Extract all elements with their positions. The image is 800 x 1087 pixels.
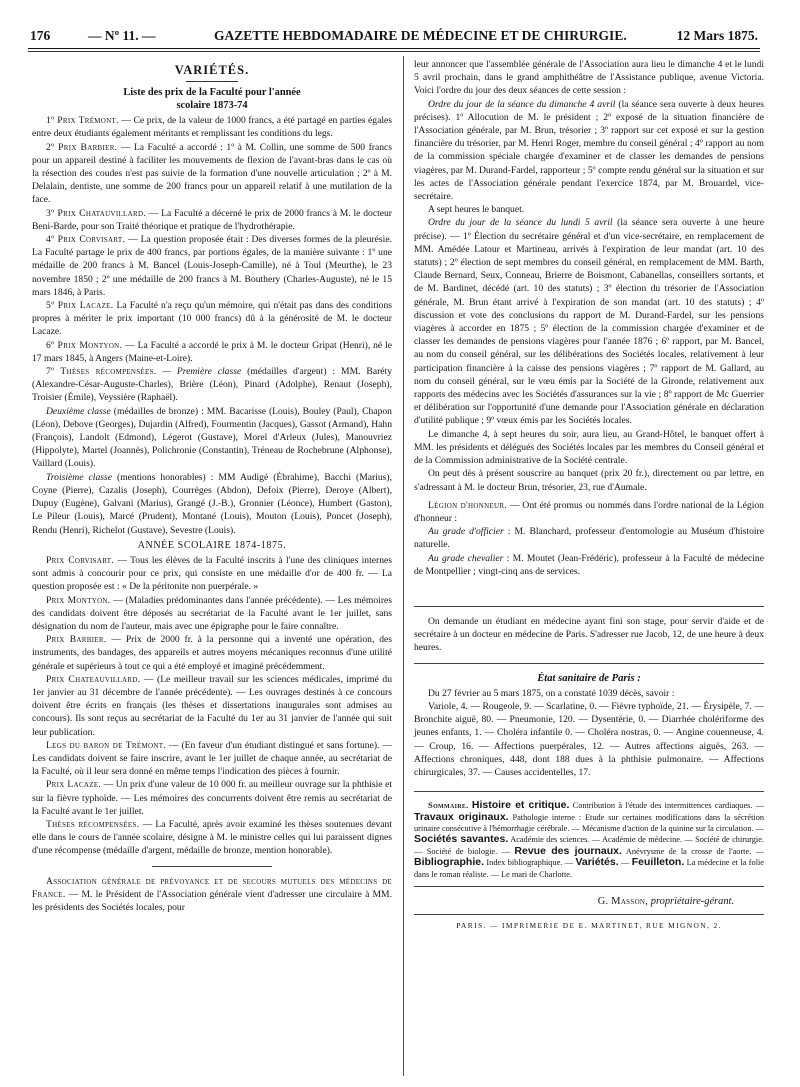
list-title-line2: scolaire 1873-74 — [176, 100, 248, 112]
second-class-text: (médailles de bronze) : MM. Bacarisse (Louis), Bouley (Paul), Chapon (Léon), Debove (Georges), Dujardin (Alfred), Fourmentin (Jacques), Gassot (Armand), Hahn (François), Landolt (Edmond), Légerot (Gustave), Morel d'Arleux (Jules), Manouvriez (Hippolyte), Martel (Joannès), Polichronie (Constantin), Tréneau de Rochebrune (Alphonse), Vaillard (Louis). — [32, 405, 392, 470]
prize-label: 2º Prix Barbier. — [46, 141, 118, 153]
order-day2-text: (la séance sera ouverte à une heure précise). — 1º Élection du secrétaire général et d'un vice-secrétaire, en remplacement de MM. Amédée Latour et Martineau, arrivés à l'expiration de leur mandat (art. 10 des statuts) ; 2º élection de sept membres du conseil général, en remplacement de MM. Barth, Claude Bernard, Seux, Conneau, Brierre de Boismont, Cabanellas, conseillers sortants, et de M. Bardinet, décédé (art. 10 des statuts) ; 3º élection du trésorier de l'Association générale, M. Brun étant arrivé à l'expiration de son mandat (art. 10 des statuts) ; 4º discussion et vote des conclusions du rapport de M. Durand-Fardel, sur les pensions viagères à accorder en 1875 ; 5º élection de la commission chargée d'examiner et de classer les demandes de pensions viagères pour l'année 1876 ; 6º rapport, par M. Bancel, au nom du conseil général, sur les délibérations des Sociétés locales, relativement à leur participation financière à la caisse des pensions viagères ; 7º rapport de M. Gallard, au nom du conseil général, sur le vœu émis par la Société de la Gironde, relativement aux rapports des médecins avec les Sociétés d'assurances sur la vie ; 8º rapport de Mc Guerrier et délibération sur l'opportunité d'une demande pour l'Association générale en déclaration d'utilité publique ; 9º vœux émis par les Sociétés locales. — [414, 217, 764, 427]
third-class-label: Troisième classe — [46, 471, 112, 483]
prize-paragraph — [32, 673, 392, 739]
left-column — [32, 58, 392, 914]
prize-text: — Ce prix, de la valeur de 1000 francs, a été partagé en parties égales entre deux étudiants également méritants et remplissant les conditions du legs. — [32, 115, 392, 140]
prize-label: 1º Prix Trémont. — [46, 115, 119, 127]
chevalier-label: Au grade chevalier — [428, 552, 504, 564]
sommaire-label: Sommaire. — [428, 800, 469, 811]
prize-text: — Prix de 2000 fr. à la personne qui a inventé une opération, des instruments, des bandages, des appareils et autres moyens mécaniques reconnus d'une utilité générale et supérieurs à tout ce qui a été employé et imaginé précédemment. — [32, 634, 392, 672]
prize-paragraph — [32, 233, 392, 299]
legion-label: Légion d'honneur. — [428, 499, 508, 511]
prize-paragraph — [32, 739, 392, 779]
column-divider — [403, 56, 404, 1076]
officier-text: : M. Blanchard, professeur d'entomologie au Muséum d'histoire naturelle. — [414, 526, 764, 551]
sommaire-text: La médecine et la folie dans le roman réaliste. — Le mari de Charlotte. — [414, 858, 764, 879]
prize-text: — (Maladies prédominantes dans l'année précédente). — Les mémoires des candidats doivent être déposés au secrétariat de la Faculté avant le 1er juillet, sans désignation du nom de l'auteur, mais avec une épigraphe pour le faire connaître. — [32, 594, 393, 632]
prize-text: — (Le meilleur travail sur les sciences médicales, imprimé du 1er janvier au 31 décembre de l'année précédente). — Les ouvrages destinés à ce concours doivent être écrits en français (les thèses et dissertations inaugurales sont admises au concours). Ils sont reçus au secrétariat de la Faculté du 1er au 31 janvier de l'année qui suit leur publication. — [32, 673, 392, 738]
prize-paragraph — [32, 339, 392, 365]
etat-sanitaire-title: État sanitaire de Paris : — [537, 672, 641, 684]
prize-text: — La Faculté a accordé : 1º à M. Collin, une somme de 500 francs pour un appareil destiné à faciliter les mouvements de flexion de l'avant-bras dans le cas où la résection des coudes n'est pas suivie de la formation d'une nouvelle articulation ; 2º à M. Delalain, dentiste, une somme de 200 francs pour un appareil relatif à une mutilation de la face. — [32, 141, 392, 206]
sommaire-heading: Variétés. — [575, 856, 619, 869]
prize-label: Prix Montyon. — [46, 594, 111, 606]
section-separator — [414, 886, 764, 887]
sommaire-heading: Revue des journaux. — [514, 844, 622, 857]
year-title: ANNÉE SCOLAIRE 1874-1875. — [137, 539, 287, 551]
prize-label: Prix Lacaze. — [46, 779, 102, 791]
printer-imprint: PARIS. — IMPRIMERIE DE E. MARTINET, RUE MIGNON, 2. — [456, 921, 722, 931]
issue-date: 12 Mars 1875. — [676, 28, 758, 43]
third-class-text: (mentions honorables) : MM Audigé (Ébrahime), Bacchi (Marius), Coyne (Pierre), Cazalis (Joseph), Courrèges (Abdon), Defoix (Pierre), Deroye (Albert), Dupuy (Eugène), Galvani (Marius), Grangé (J.-B.), Gronnier (Léonce), Humbert (Gaston), Le Pileur (Louis), Marcé (Prudent), Montané (Louis), Mouton (Louis), Poncet (Joseph), Rendu (Henri), Richelot (Gustave), Sevestre (Louis). — [32, 471, 392, 536]
etat-intro: Du 27 février au 5 mars 1875, on a constaté 1039 décès, savoir : — [428, 687, 675, 699]
etat-text: Variole, 4. — Rougeole, 9. — Scarlatine, 0. — Fièvre typhoïde, 21. — Érysipèle, 7. — Bronchite aiguë, 80. — Pneumonie, 120. — Dysentérie, 0. — Diarrhée cholériforme des jeunes enfants, 1. — Choléra infantile 0. — Choléra nostras, 0. — Angine couenneuse, 4. — Croup, 16. — Affections puerpérales, 12. — Autres affections aiguës, 263. — Affections chroniques, 448, dont 188 dues à la phthisie pulmonaire. — Affections chirurgicales, 37. — Causes accidentelles, 17. — [414, 700, 764, 778]
prize-label: Prix Chateauvillard. — [46, 673, 141, 685]
order-day1-text: (la séance sera ouverte à deux heures précises). 1º Allocution de M. le président ; 2º exposé de la situation financière de l'Association générale, par M. Brun, trésorier ; 3º rapport sur cet exposé et sur la gestion financière du trésorier, par M. Henri Roger, membre du conseil général ; 4º rapport au nom de la commission spéciale chargée d'examiner et de classer les demandes de pensions viagères, par M. Durand-Fardel, rapporteur ; 5º compte rendu général sur la situation et sur les actes de l'Association générale pendant l'exercice 1874, par M. Brouardel, vice-secrétaire. — [414, 98, 764, 203]
prize-label: 4º Prix Corvisart. — [46, 234, 126, 246]
section-separator — [414, 914, 764, 915]
prize-text: — Un prix d'une valeur de 10 000 fr. au meilleur ouvrage sur la phthisie et sur la fièvre typhoïde. — Les mémoires des concurrents doivent être remis au secrétariat de la Faculté avant le 1er juillet. — [32, 779, 392, 817]
prize-text: — La Faculté, après avoir examiné les thèses soutenues devant elle dans le cours de l'année scolaire, désigne à M. le ministre celles qui lui paraissent dignes d'une récompense (médaille d'argent, médaille de bronze, mention honorable). — [32, 818, 392, 857]
officier-paragraph — [414, 525, 764, 551]
prize-text: — La Faculté a décerné le prix de 2000 francs à M. le docteur Beni-Barde, pour son Traité théorique et pratique de l'hydrothérapie. — [32, 207, 392, 232]
third-class-paragraph — [32, 471, 392, 537]
sommaire-text: Académie des sciences. — Académie de médecine. — Société de chirurgie. — Société de biologie. — — [414, 835, 764, 856]
sommaire-text: — — [618, 858, 632, 868]
prize-paragraph — [32, 594, 392, 634]
prize-paragraph — [32, 114, 392, 140]
prize-label: 6º Prix Montyon. — [46, 339, 123, 351]
association-paragraph — [32, 875, 392, 915]
sommaire-text: Index bibliographique. — — [484, 858, 576, 868]
prize-paragraph — [32, 299, 392, 339]
prize-text: — La Faculté a accordé le prix à M. le docteur Gripat (Henri), né le 17 mars 1845, à Angers (Maine-et-Loire). — [32, 339, 392, 364]
second-class-label: Deuxième classe — [46, 405, 111, 417]
association-text: — M. le Président de l'Association générale vient d'adresser une circulaire à MM. les présidents des Sociétés locales, pour — [32, 888, 392, 913]
theses-paragraph — [32, 365, 392, 405]
officier-label: Au grade d'officier — [428, 526, 504, 538]
header-rule-secondary — [28, 51, 760, 52]
theses-label: 7º Thèses récompensées. — [46, 366, 157, 378]
running-head — [30, 28, 758, 48]
sommaire-text: Pathologie interne : Etude sur certaines modifications dans la sécrétion urinaire consécutive à l'hémorrhagie cérébrale. — Mécanisme d'action de la quinine sur la circulation. — — [414, 812, 764, 833]
dimanche-paragraph: Le dimanche 4, à sept heures du soir, aura lieu, au Grand-Hôtel, le banquet offert à MM. les présidents et délégués des Sociétés locales par les membres du Conseil général et de la Commission administrative de la Société centrale. — [414, 428, 764, 467]
list-title-line1: Liste des prix de la Faculté pour l'année — [123, 87, 301, 99]
sommaire-text: Anévrysme de la crosse de l'aorte. — — [621, 846, 765, 856]
order-day2-label: Ordre du jour de la séance du lundi 5 avril — [428, 217, 613, 229]
section-title: VARIÉTÉS. — [174, 63, 250, 77]
sommaire — [414, 800, 764, 880]
prize-paragraph — [32, 778, 392, 818]
theses-first-text: (médailles d'argent) : MM. Baréty (Alexandre-César-Auguste-Charles), Brière (Léon), Pinard (Adolphe), Renaut (Joseph), Troisier (Émile), Veyssière (Raphaël). — [32, 366, 393, 404]
prize-paragraph — [32, 554, 392, 594]
section-separator — [414, 791, 764, 792]
prize-text: — Tous les élèves de la Faculté inscrits à l'une des cliniques internes sont admis à concourir pour ce prix, qui consiste en une médaille d'or de 400 fr. — La question proposée est : « De la péritonite non puerpérale. » — [32, 554, 392, 593]
prize-label: Prix Barbier. — [46, 634, 107, 646]
sommaire-heading: Bibliographie. — [414, 856, 485, 869]
issue-number: — Nº 11. — — [88, 28, 156, 43]
second-class-paragraph — [32, 405, 392, 471]
prize-label: 3º Prix Chatauvillard. — [46, 207, 147, 219]
journal-title: GAZETTE HEBDOMADAIRE DE MÉDECINE ET DE CHIRURGIE. — [214, 28, 627, 43]
prize-label: Thèses récompensées. — [46, 818, 140, 830]
right-column — [414, 58, 764, 932]
publisher-name: G. Masson, — [597, 896, 649, 907]
prize-text: — La question proposée était : Des diverses formes de la pleurésie. La Faculté partage le prix de 400 francs, par portions égales, de la manière suivante : 1º une médaille de 200 francs à M. Bancel (Louis-Joseph-Camille), né à Toul (Meurthe), le 23 novembre 1850 ; 2º une médaille de 200 francs à M. Bouthery (Charles-Auguste), né le 15 mars 1846, à Paris. — [32, 234, 392, 298]
prize-text: La Faculté n'a reçu qu'un mémoire, qui n'était pas dans des conditions propres à mériter le prix important (10 000 francs) dû à la générosité de M. le docteur Lacaze. — [32, 300, 392, 338]
banquet-note: A sept heures le banquet. — [428, 204, 525, 216]
demande-paragraph: On demande un étudiant en médecine ayant fini son stage, pour servir d'aide et de secrétaire à un docteur en médecine de Paris. S'adresser rue Jacob, 12, de une heure à deux heures. — [414, 615, 764, 654]
prize-paragraph — [32, 818, 392, 858]
prize-paragraph — [32, 141, 392, 207]
title-rule — [186, 81, 238, 82]
prize-paragraph — [32, 633, 392, 673]
association-label: Association générale de prévoyance et de secours mutuels des médecins de France. — [32, 875, 392, 900]
publisher-role: propriétaire-gérant. — [648, 896, 734, 907]
prize-paragraph — [32, 207, 392, 233]
prize-label: Legs du baron de Trémont. — [46, 739, 166, 751]
publisher-signature — [414, 895, 734, 908]
chevalier-paragraph — [414, 552, 764, 578]
theses-first-class: — Première classe — [156, 366, 242, 378]
section-separator — [152, 866, 272, 867]
prize-label: Prix Corvisart. — [46, 554, 115, 566]
page-number: 176 — [30, 28, 51, 43]
sommaire-heading: Sociétés savantes. — [414, 833, 509, 846]
section-separator — [414, 663, 764, 664]
souscription-paragraph: On peut dès à présent souscrire au banquet (prix 20 fr.), directement ou par lettre, en s'adressant à M. le docteur Brun, trésorier, 23, rue d'Aumale. — [414, 468, 764, 493]
order-day2 — [414, 216, 764, 427]
header-rule — [28, 48, 760, 49]
sommaire-heading: Histoire et critique. — [471, 799, 570, 812]
sommaire-text: Contribution à l'étude des intermittences cardiaques. — — [569, 801, 765, 811]
association-continuation: leur annoncer que l'assemblée générale de l'Association aura lieu le dimanche 4 et le lundi 5 avril prochain, dans le grand amphithéâtre de l'Assistance publique, avenue Victoria. Voici l'ordre du jour des deux séances de cette session : — [414, 59, 764, 97]
sommaire-heading: Travaux originaux. — [414, 810, 509, 823]
order-day1 — [414, 98, 764, 204]
legion-text: — Ont été promus ou nommés dans l'ordre national de la Légion d'honneur : — [414, 499, 764, 524]
list-title — [32, 86, 392, 112]
legion-paragraph — [414, 499, 764, 525]
section-separator — [414, 606, 764, 607]
prize-label: 5º Prix Lacaze. — [46, 300, 114, 312]
sommaire-heading: Feuilleton. — [631, 856, 685, 869]
order-day1-label: Ordre du jour de la séance du dimanche 4 avril — [428, 98, 616, 110]
chevalier-text: : M. Moutet (Jean-Frédéric), professeur à la Faculté de médecine de Montpellier ; vingt-cinq ans de services. — [414, 552, 764, 577]
prize-text: — (En faveur d'un étudiant distingué et sans fortune). — Les candidats doivent se faire inscrire, avant le 1er juillet de chaque année, au secrétariat de la Faculté, où il leur sera donné en même temps l'indication des pièces à fournir. — [32, 739, 392, 778]
